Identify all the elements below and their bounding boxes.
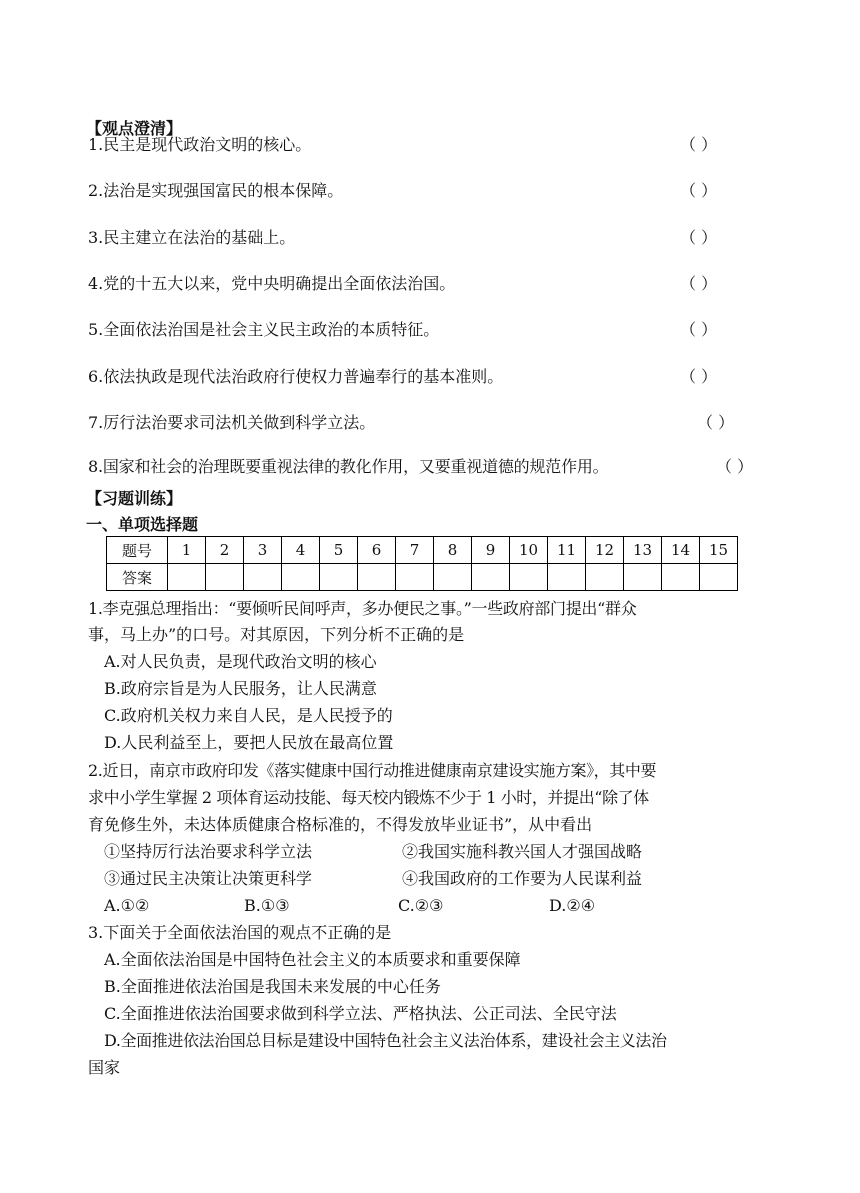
q2-statement-2: ②我国实施科教兴国人才强国战略 [402, 842, 643, 861]
q3-option-d-line1: D.全面推进依法治国总目标是建设中国特色社会主义法治体系，建设社会主义法治 [104, 1031, 667, 1050]
clarify-paren-3: （ ） [680, 228, 718, 247]
q3-option-d-line2: 国家 [88, 1058, 121, 1077]
answer-cell[interactable] [168, 564, 206, 591]
q1-option-d: D.人民利益至上，要把人民放在最高位置 [104, 733, 394, 752]
answer-cell[interactable] [586, 564, 624, 591]
q1-option-b: B.政府宗旨是为人民服务，让人民满意 [104, 679, 377, 698]
question-number-cell: 7 [396, 537, 434, 564]
question-number-cell: 15 [700, 537, 738, 564]
question-number-cell: 10 [510, 537, 548, 564]
clarify-paren-1: （ ） [680, 135, 718, 154]
clarify-item-5: 5.全面依法治国是社会主义民主政治的本质特征。 [88, 320, 440, 339]
q3-option-b: B.全面推进依法治国是我国未来发展的中心任务 [104, 977, 441, 996]
answer-cell[interactable] [244, 564, 282, 591]
question-number-cell: 4 [282, 537, 320, 564]
question-number-cell: 6 [358, 537, 396, 564]
clarify-item-4: 4.党的十五大以来，党中央明确提出全面依法治国。 [88, 274, 456, 293]
clarify-item-2: 2.法治是实现强国富民的根本保障。 [88, 181, 344, 200]
clarify-item-1: 1.民主是现代政治文明的核心。 [88, 135, 312, 154]
clarify-paren-4: （ ） [680, 274, 718, 293]
q3-stem: 3.下面关于全面依法治国的观点不正确的是 [88, 923, 392, 942]
clarify-paren-5: （ ） [680, 320, 718, 339]
answer-table-number-row [107, 537, 738, 564]
question-number-cell: 3 [244, 537, 282, 564]
clarify-paren-8: （ ） [716, 457, 754, 476]
clarify-item-7: 7.厉行法治要求司法机关做到科学立法。 [88, 413, 376, 432]
answer-cell[interactable] [434, 564, 472, 591]
answer-cell[interactable] [282, 564, 320, 591]
clarify-paren-7: （ ） [697, 413, 735, 432]
clarify-item-8: 8.国家和社会的治理既要重视法律的教化作用，又要重视道德的规范作用。 [88, 457, 609, 476]
q2-stem-line3: 育免修生外，未达体质健康合格标准的，不得发放毕业证书”，从中看出 [88, 815, 593, 834]
q2-option-d: D.②④ [549, 896, 596, 915]
q2-option-b: B.①③ [244, 896, 290, 915]
section-title-practice: 【习题训练】 [86, 489, 183, 508]
answer-cell[interactable] [320, 564, 358, 591]
answer-cell[interactable] [472, 564, 510, 591]
answer-table-row-label: 答案 [107, 564, 168, 591]
question-number-cell: 8 [434, 537, 472, 564]
question-number-cell: 14 [662, 537, 700, 564]
clarify-item-3: 3.民主建立在法治的基础上。 [88, 228, 296, 247]
q3-option-a: A.全面依法治国是中国特色社会主义的本质要求和重要保障 [104, 950, 521, 969]
q1-option-a: A.对人民负责，是现代政治文明的核心 [104, 652, 377, 671]
answer-cell[interactable] [662, 564, 700, 591]
question-number-cell: 5 [320, 537, 358, 564]
q1-stem-line2: 事，马上办”的口号。对其原因，下列分析不正确的是 [88, 625, 465, 644]
answer-cell[interactable] [700, 564, 738, 591]
question-number-cell: 1 [168, 537, 206, 564]
q1-stem-line1: 1.李克强总理指出：“要倾听民间呼声，多办便民之事。”一些政府部门提出“群众 [88, 599, 637, 618]
question-number-cell: 12 [586, 537, 624, 564]
clarify-paren-6: （ ） [680, 367, 718, 386]
q2-statement-1: ①坚持厉行法治要求科学立法 [104, 842, 313, 861]
answer-table-answer-row [107, 564, 738, 591]
question-number-cell: 9 [472, 537, 510, 564]
answer-cell[interactable] [206, 564, 244, 591]
question-number-cell: 13 [624, 537, 662, 564]
q2-stem-line1: 2.近日，南京市政府印发《落实健康中国行动推进健康南京建设实施方案》，其中要 [88, 761, 657, 780]
q2-option-c: C.②③ [398, 896, 444, 915]
answer-cell[interactable] [548, 564, 586, 591]
answer-table [106, 536, 738, 591]
question-number-cell: 2 [206, 537, 244, 564]
clarify-item-6: 6.依法执政是现代法治政府行使权力普遍奉行的基本准则。 [88, 367, 504, 386]
q3-option-c: C.全面推进依法治国要求做到科学立法、严格执法、公正司法、全民守法 [104, 1004, 617, 1023]
clarify-paren-2: （ ） [680, 181, 718, 200]
q2-statement-3: ③通过民主决策让决策更科学 [104, 869, 313, 888]
section-title-clarify: 【观点澄清】 [86, 119, 183, 138]
answer-cell[interactable] [624, 564, 662, 591]
q2-option-a: A.①② [104, 896, 150, 915]
question-number-cell: 11 [548, 537, 586, 564]
answer-table-row-label: 题号 [107, 537, 168, 564]
q1-option-c: C.政府机关权力来自人民，是人民授予的 [104, 706, 393, 725]
answer-cell[interactable] [396, 564, 434, 591]
answer-cell[interactable] [510, 564, 548, 591]
answer-cell[interactable] [358, 564, 396, 591]
q2-stem-line2: 求中小学生掌握 2 项体育运动技能、每天校内锻炼不少于 1 小时，并提出“除了体 [88, 788, 649, 807]
section-subtitle-single-choice: 一、单项选择题 [86, 515, 199, 534]
q2-statement-4: ④我国政府的工作要为人民谋利益 [402, 869, 643, 888]
